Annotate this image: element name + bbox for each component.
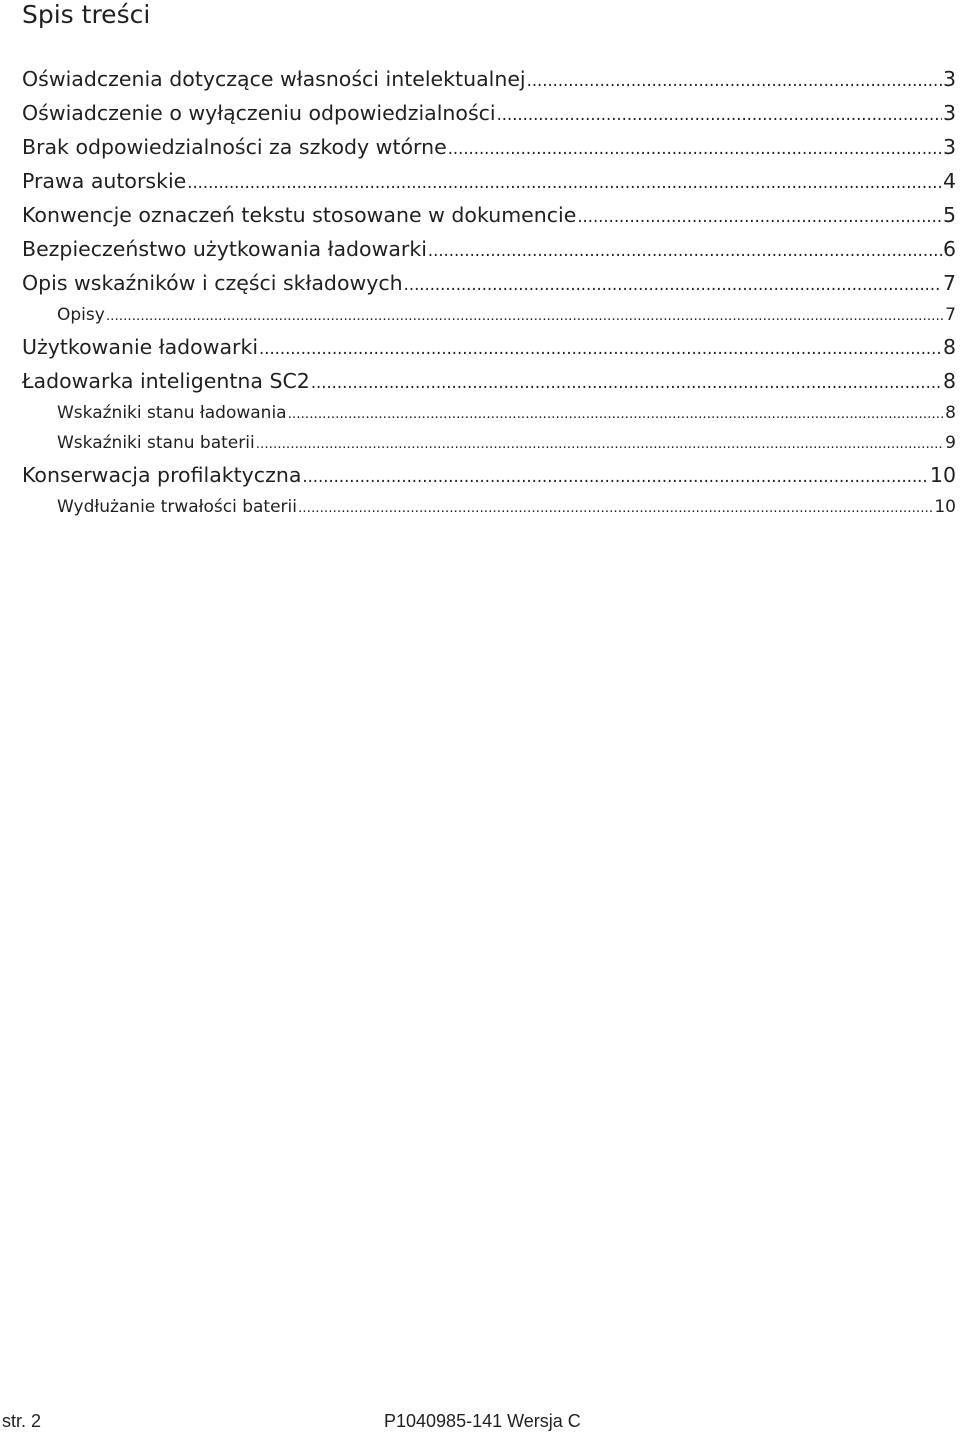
toc-dot-leader bbox=[106, 300, 944, 330]
toc-entry-page: 5 bbox=[942, 203, 956, 227]
toc-entry-label: Wskaźniki stanu ładowania bbox=[57, 403, 287, 423]
toc-dot-leader bbox=[302, 458, 929, 492]
toc-entry[interactable] bbox=[0, 130, 960, 164]
footer-page-number: str. 2 bbox=[2, 1411, 42, 1431]
toc-entry-page: 9 bbox=[945, 433, 956, 453]
toc-dot-leader bbox=[577, 198, 942, 232]
toc-entry-label: Oświadczenie o wyłączeniu odpowiedzialności bbox=[22, 101, 496, 125]
toc-entry-page: 8 bbox=[942, 369, 956, 393]
toc-entry[interactable] bbox=[0, 62, 960, 96]
toc-entry-page: 8 bbox=[942, 335, 956, 359]
toc-subentry[interactable] bbox=[0, 398, 960, 428]
toc-dot-leader bbox=[448, 130, 942, 164]
toc-entry[interactable] bbox=[0, 330, 960, 364]
toc-entry-page: 10 bbox=[934, 497, 956, 517]
toc-dot-leader bbox=[404, 266, 942, 300]
toc-entry-page: 3 bbox=[942, 101, 956, 125]
table-of-contents bbox=[0, 62, 960, 522]
toc-entry-label: Brak odpowiedzialności za szkody wtórne bbox=[22, 135, 447, 159]
toc-dot-leader bbox=[311, 364, 942, 398]
toc-subentry[interactable] bbox=[0, 300, 960, 330]
toc-entry-label: Prawa autorskie bbox=[22, 169, 187, 193]
toc-entry-label: Opisy bbox=[57, 305, 105, 325]
toc-dot-leader bbox=[298, 492, 933, 522]
toc-entry-page: 3 bbox=[942, 135, 956, 159]
toc-dot-leader bbox=[497, 96, 942, 130]
toc-entry-label: Użytkowanie ładowarki bbox=[22, 335, 259, 359]
toc-dot-leader bbox=[187, 164, 942, 198]
toc-entry-label: Opis wskaźników i części składowych bbox=[22, 271, 403, 295]
toc-entry[interactable] bbox=[0, 458, 960, 492]
toc-entry[interactable] bbox=[0, 364, 960, 398]
toc-dot-leader bbox=[527, 62, 942, 96]
toc-entry-label: Ładowarka inteligentna SC2 bbox=[22, 369, 310, 393]
toc-entry-page: 4 bbox=[942, 169, 956, 193]
toc-entry[interactable] bbox=[0, 164, 960, 198]
toc-entry-page: 8 bbox=[945, 403, 956, 423]
toc-entry-page: 7 bbox=[942, 271, 956, 295]
toc-entry-label: Wskaźniki stanu baterii bbox=[57, 433, 255, 453]
toc-dot-leader bbox=[288, 398, 945, 428]
toc-entry-page: 6 bbox=[942, 237, 956, 261]
toc-entry-label: Bezpieczeństwo użytkowania ładowarki bbox=[22, 237, 427, 261]
toc-entry-label: Wydłużanie trwałości baterii bbox=[57, 497, 297, 517]
toc-entry[interactable] bbox=[0, 232, 960, 266]
toc-dot-leader bbox=[256, 428, 944, 458]
toc-entry-label: Konwencje oznaczeń tekstu stosowane w dokumencie bbox=[22, 203, 577, 227]
toc-entry-page: 10 bbox=[929, 463, 956, 487]
toc-entry[interactable] bbox=[0, 198, 960, 232]
toc-dot-leader bbox=[259, 330, 942, 364]
toc-subentry[interactable] bbox=[0, 492, 960, 522]
toc-subentry[interactable] bbox=[0, 428, 960, 458]
footer-document-id: P1040985-141 Wersja C bbox=[384, 1411, 581, 1431]
toc-entry[interactable] bbox=[0, 266, 960, 300]
toc-entry[interactable] bbox=[0, 96, 960, 130]
toc-dot-leader bbox=[428, 232, 942, 266]
page-title: Spis treści bbox=[22, 0, 151, 29]
toc-entry-page: 7 bbox=[945, 305, 956, 325]
toc-entry-label: Oświadczenia dotyczące własności intelektualnej bbox=[22, 67, 526, 91]
toc-entry-label: Konserwacja profilaktyczna bbox=[22, 463, 302, 487]
toc-entry-page: 3 bbox=[942, 67, 956, 91]
